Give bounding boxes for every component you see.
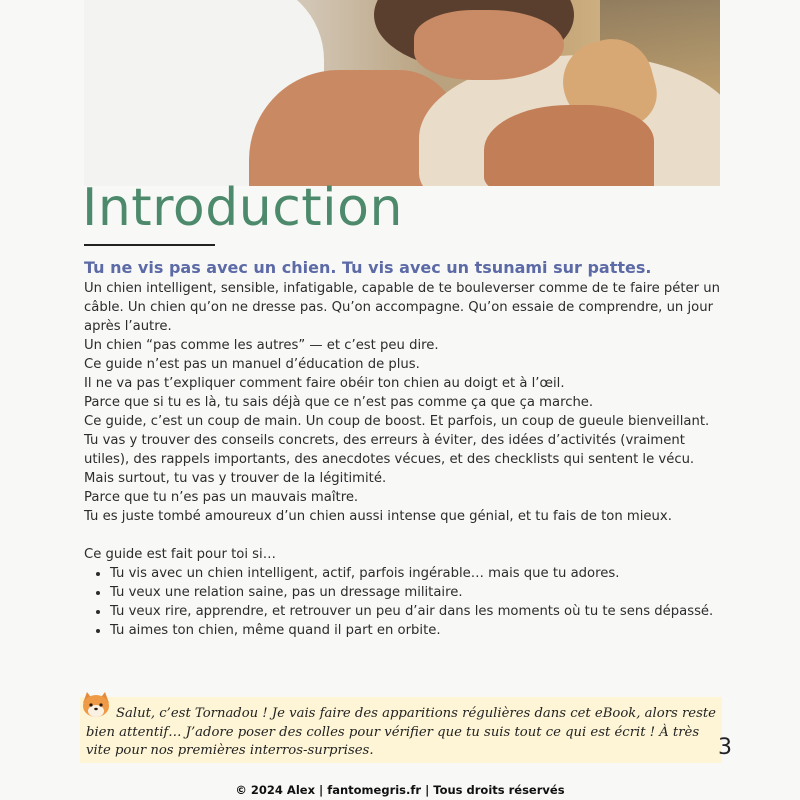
hero-photo-man-and-dog [84, 0, 720, 186]
list-item: • Tu vis avec un chien intelligent, actif, parfois ingérable… mais que tu adores. [110, 564, 724, 583]
mascot-callout [80, 697, 722, 763]
copyright-footer: © 2024 Alex | fantomegris.fr | Tous droits réservés [235, 783, 565, 797]
page-title: Introduction [82, 178, 403, 238]
paragraph: Ce guide, c’est un coup de main. Un coup de boost. Et parfois, un coup de gueule bienveillant. Tu vas y trouver des conseils concrets, des erreurs à éviter, des idées d’activités (vraiment utiles), des rappels importants, des anecdotes vécues, et des checklists qui sentent le vécu. Mais surtout, tu vas y trouver de la légitimité. [84, 414, 710, 486]
list-item: • Tu aimes ton chien, même quand il part en orbite. [110, 621, 724, 640]
page-subtitle: Tu ne vis pas avec un chien. Tu vis avec un tsunami sur pattes. [84, 258, 652, 277]
paragraph: Un chien intelligent, sensible, infatigable, capable de te bouleverser comme de te faire péter un câble. Un chien qu’on ne dresse pas. Qu’on accompagne. Qu’on essaie de comprendre, un jour après l’autre. [84, 281, 720, 334]
callout-text [86, 705, 716, 761]
callout-message: Salut, c’est Tornadou ! Je vais faire des apparitions régulières dans cet eBook, alors reste bien attentif… J’adore poser des colles pour vérifier que tu suis tout ce qui est écrit ! À très vite pour nos premières interros-surprises. [86, 706, 716, 758]
list-intro: Ce guide est fait pour toi si… [84, 547, 276, 562]
paragraph: Parce que si tu es là, tu sais déjà que ce n’est pas comme ça que ça marche. [84, 395, 594, 410]
body-text [84, 279, 724, 640]
paragraph: Il ne va pas t’expliquer comment faire obéir ton chien au doigt et à l’œil. [84, 376, 565, 391]
spacer [84, 526, 724, 545]
paragraph: Parce que tu n’es pas un mauvais maître. [84, 490, 359, 505]
page-number: 3 [718, 735, 732, 760]
paragraph: Tu es juste tombé amoureux d’un chien aussi intense que génial, et tu fais de ton mieux. [84, 509, 672, 524]
hero-face [414, 10, 564, 80]
paragraph: Un chien “pas comme les autres” — et c’est peu dire. [84, 338, 439, 353]
list-item: • Tu veux rire, apprendre, et retrouver un peu d’air dans les moments où tu te sens dépassé. [110, 602, 724, 621]
title-underline [84, 244, 215, 246]
list-item: • Tu veux une relation saine, pas un dressage militaire. [110, 583, 724, 602]
paragraph: Ce guide n’est pas un manuel d’éducation de plus. [84, 357, 420, 372]
hero-hand [484, 105, 654, 186]
bullet-list [84, 564, 724, 640]
